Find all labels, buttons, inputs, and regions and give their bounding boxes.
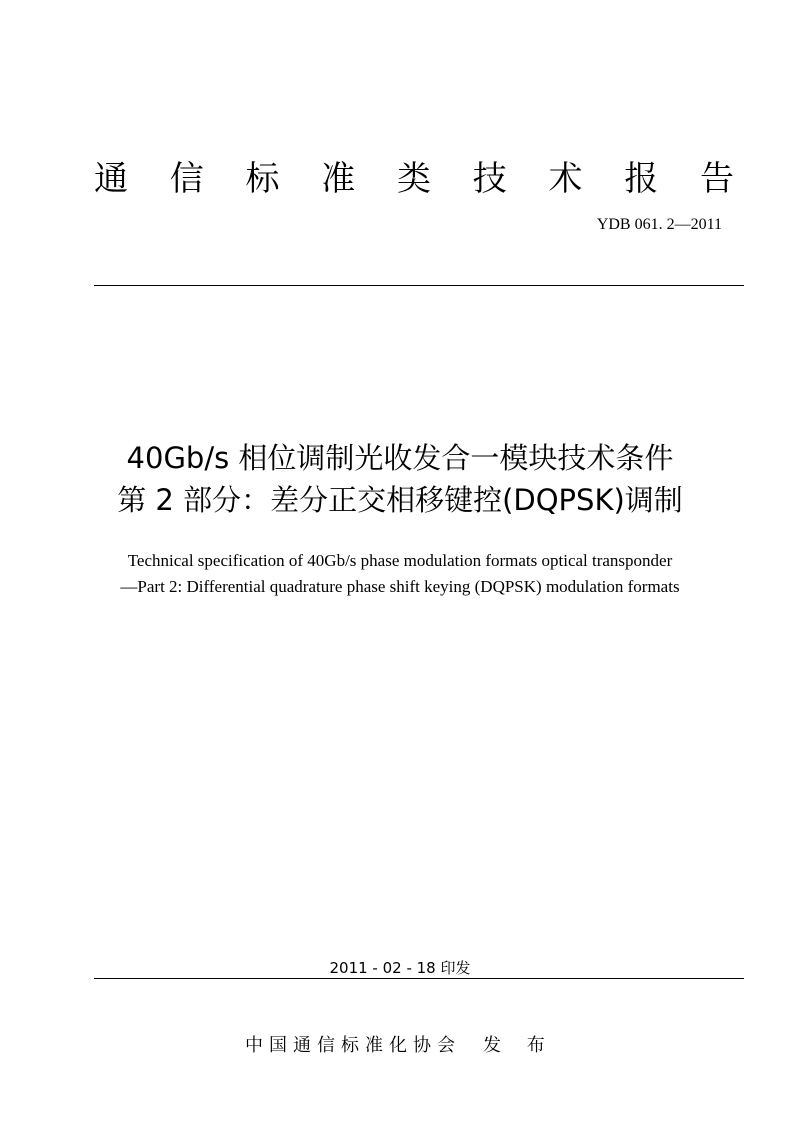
title-char: 标	[245, 158, 280, 199]
title-char: 告	[700, 158, 734, 199]
chinese-title-line-1: 40Gb/s 相位调制光收发合一模块技术条件	[126, 441, 674, 475]
issue-date: 2011 - 02 - 18 印发	[329, 959, 471, 977]
english-title-line-2: —Part 2: Differential quadrature phase shift keying (DQPSK) modulation formats	[120, 577, 680, 596]
bottom-divider	[94, 978, 744, 979]
publisher-name: 中国通信标准化协会	[245, 1035, 461, 1056]
title-char: 准	[321, 158, 356, 199]
top-divider	[94, 285, 744, 286]
english-title-line-1: Technical specification of 40Gb/s phase modulation formats optical transponder	[127, 551, 673, 570]
title-char: 信	[169, 158, 204, 199]
title-char: 术	[548, 158, 583, 199]
release-label: 发 布	[483, 1035, 555, 1056]
title-char: 通	[94, 158, 128, 199]
report-category-title	[94, 152, 734, 198]
publisher-line	[245, 1031, 555, 1057]
title-char: 技	[472, 158, 507, 199]
document-number: YDB 061. 2—2011	[596, 216, 722, 233]
chinese-title-line-2: 第 2 部分：差分正交相移键控(DQPSK)调制	[117, 483, 683, 517]
title-char: 类	[397, 158, 431, 199]
title-char: 报	[624, 158, 659, 199]
